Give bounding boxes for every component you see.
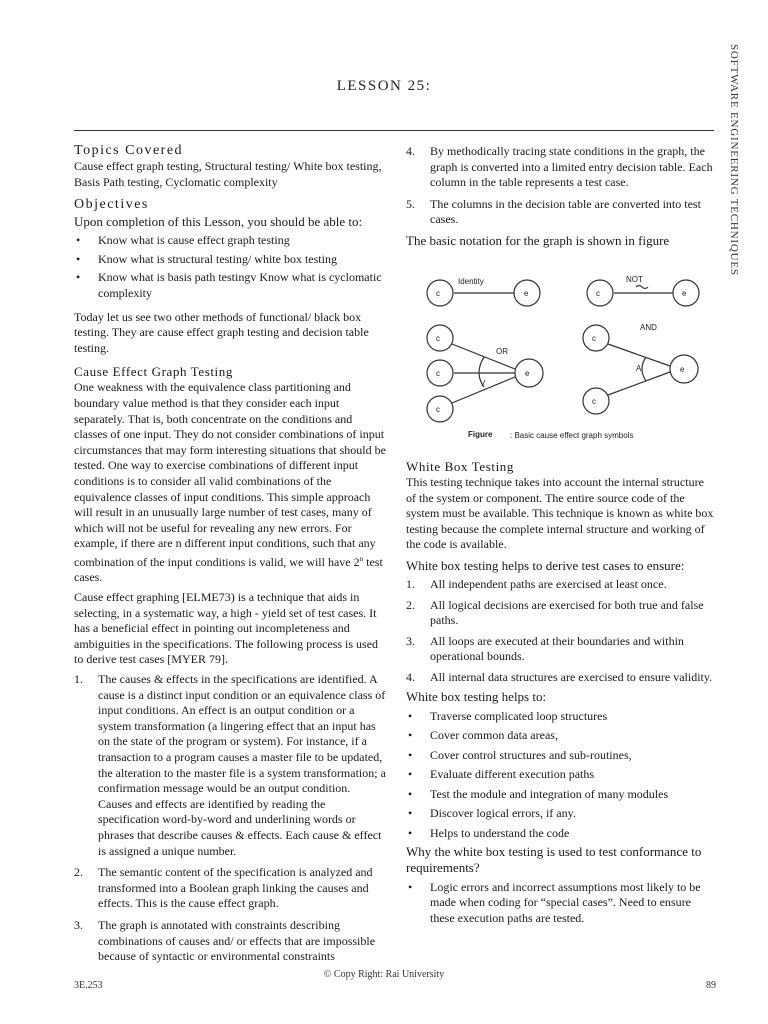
list-item: 2. The semantic content of the specification is analyzed and transformed into a Boolean graph linking the causes and effects. This is the cause effect graph.: [74, 865, 373, 911]
and-cause-node-2: [583, 388, 609, 414]
node-label: c: [436, 333, 440, 343]
bullet-icon: •: [408, 728, 413, 743]
list-item: 1. All independent paths are exercised at least once.: [406, 576, 667, 591]
or-label: OR: [496, 346, 508, 356]
bullet-icon: •: [76, 270, 81, 285]
bullet-icon: •: [408, 767, 413, 782]
or-symbol: V: [480, 378, 486, 388]
and-edge-2: [608, 372, 670, 395]
and-label: AND: [640, 322, 657, 332]
or-cause-node-2: [427, 360, 453, 386]
node-label: e: [682, 288, 687, 298]
topics-heading: Topics Covered: [74, 143, 184, 158]
list-item: • Traverse complicated loop structures: [408, 708, 608, 723]
header-rule: [74, 130, 714, 131]
identity-cause-node: [427, 280, 453, 306]
and-symbol: A: [636, 363, 642, 373]
running-side-title: SOFTWARE ENGINEERING TECHNIQUES: [728, 44, 740, 276]
bullet-icon: •: [408, 708, 413, 723]
or-cause-node-3: [427, 396, 453, 422]
node-label: c: [436, 404, 440, 414]
node-label: e: [524, 288, 529, 298]
left-column: [74, 142, 386, 965]
ensure-heading: White box testing helps to derive test cases to ensure:: [406, 557, 685, 573]
bullet-icon: •: [408, 786, 413, 801]
node-label: e: [525, 368, 530, 378]
or-cause-node-1: [427, 325, 453, 351]
objectives-heading: Objectives: [74, 197, 149, 213]
node-label: c: [592, 396, 596, 406]
bullet-icon: •: [408, 879, 413, 894]
why-heading: Why the white box testing is used to test conformance to requirements?: [406, 843, 702, 875]
node-label: c: [596, 288, 600, 298]
list-item: • Test the module and integration of many modules: [408, 786, 669, 801]
bullet-icon: •: [408, 747, 413, 762]
not-label: NOT: [626, 274, 643, 284]
list-item: • Cover common data areas,: [408, 728, 558, 743]
bullet-icon: •: [76, 233, 81, 248]
page-number: 89: [706, 980, 716, 991]
node-label: c: [592, 333, 596, 343]
cause-effect-heading: Cause Effect Graph Testing: [74, 364, 233, 380]
list-item: 1. The causes & effects in the specifications are identified. A cause is a distinct input condition or an equivalence class of input conditions. An effect is an output condition or a system transformation (a lingering effect that an input has on the state of the program or system). For instance, if a transaction to a program causes a master file to be updated, the alteration to the master file is a system transformation; a confirmation message would be an output condition. Causes and effects are identified by reading the specification word-by-word and underlining words or phrases that describe causes & effects. Each cause & effect is assigned a unique number.: [74, 672, 386, 858]
white-box-paragraph: This testing technique takes into account the internal structure of the system or component. The entire source code of the system must be available. This technique is known as white box testing because the complete internal structure and working of the code is available.: [406, 474, 714, 552]
list-item: 2. All logical decisions are exercised for both true and false paths.: [406, 597, 704, 628]
helps-to-heading: White box testing helps to:: [406, 688, 547, 704]
list-item: • Know what is basis path testingv Know what is cyclomatic complexity: [76, 270, 382, 300]
list-item: 3. The graph is annotated with constraints describing combinations of causes and/ or effects that are impossible because of syntactic or environmental constraints: [74, 917, 376, 964]
white-box-heading: White Box Testing: [406, 458, 514, 474]
list-item: 4. By methodically tracing state conditions in the graph, the graph is converted into a limited entry decision table. Each column in the table represents a test case.: [406, 144, 713, 190]
cause-paragraph-2: Cause effect graphing [ELME73) is a technique that aids in selecting, in a systematic way, a high - yield set of test cases. It has a beneficial effect in pointing out incompleteness and ambiguities in the specifications. The following process is used to derive test cases [MYER 79].: [74, 590, 379, 667]
and-cause-node-1: [583, 325, 609, 351]
notation-text: The basic notation for the graph is shown in figure: [406, 232, 670, 248]
not-tilde-mark: [636, 285, 648, 288]
footer-code: 3E.253: [74, 980, 103, 991]
cause-effect-figure: [412, 267, 712, 447]
figure-caption: : Basic cause effect graph symbols: [510, 430, 634, 440]
identity-label: Identity: [458, 276, 484, 286]
list-item: • Helps to understand the code: [408, 826, 570, 841]
node-label: c: [436, 288, 440, 298]
cause-paragraph-1: One weakness with the equivalence class partitioning and boundary value method is that they consider each input separately. That is, both concentrate on the conditions and classes of one input. They do not consider combinations of input circumstances that may form interesting situations that should be tested. One way to exercise combinations of different input conditions is to consider all valid combinations of the equivalence classes of input conditions. This simple approach will result in an unusually large number of test cases, many of which will not be useful for revealing any new errors. For example, if there are n different input conditions, such that any combination of the input conditions is valid, we will have 2$^n$ test cases.: [74, 380, 386, 585]
topics-text: Cause effect graph testing, Structural testing/ White box testing, Basis Path testing, Cyclomatic complexity: [74, 159, 382, 189]
lesson-title: LESSON 25:: [336, 78, 432, 94]
list-item: 4. All internal data structures are exercised to ensure validity.: [406, 669, 713, 684]
and-edge-1: [608, 344, 670, 366]
list-item: • Logic errors and incorrect assumptions most likely to be made when coding for “special cases”. Need to ensure these execution paths are tested.: [408, 879, 701, 925]
node-label: e: [680, 364, 685, 374]
and-arc: [642, 357, 646, 381]
list-item: • Know what is structural testing/ white box testing: [76, 251, 337, 266]
list-item: 3. All loops are executed at their boundaries and within operational bounds.: [406, 633, 684, 664]
objectives-list: [74, 233, 386, 301]
bullet-icon: •: [408, 806, 413, 821]
bullet-icon: •: [408, 826, 413, 841]
list-item: 5. The columns in the decision table are converted into test cases.: [406, 196, 701, 227]
list-item: • Know what is cause effect graph testing: [76, 233, 290, 248]
list-item: • Discover logical errors, if any.: [408, 806, 576, 821]
node-label: c: [436, 368, 440, 378]
process-steps-continued: [406, 144, 716, 228]
footer-copyright: © Copy Right: Rai University: [323, 969, 445, 980]
bullet-icon: •: [76, 251, 81, 266]
list-item: • Evaluate different execution paths: [408, 767, 595, 782]
right-column: [406, 142, 716, 926]
ensure-list: [406, 577, 716, 686]
figure-caption-label: Figure: [468, 429, 493, 439]
why-list: [406, 880, 716, 927]
helps-list: [406, 709, 716, 842]
list-item: • Cover control structures and sub-routines,: [408, 747, 632, 762]
process-steps: [74, 672, 386, 965]
cause-effect-graph-symbols: [412, 267, 712, 447]
intro-paragraph: Today let us see two other methods of functional/ black box testing. They are cause effect graph testing and decision table testing.: [74, 309, 369, 355]
objectives-intro: Upon completion of this Lesson, you should be able to:: [74, 214, 363, 230]
not-cause-node: [587, 280, 613, 306]
